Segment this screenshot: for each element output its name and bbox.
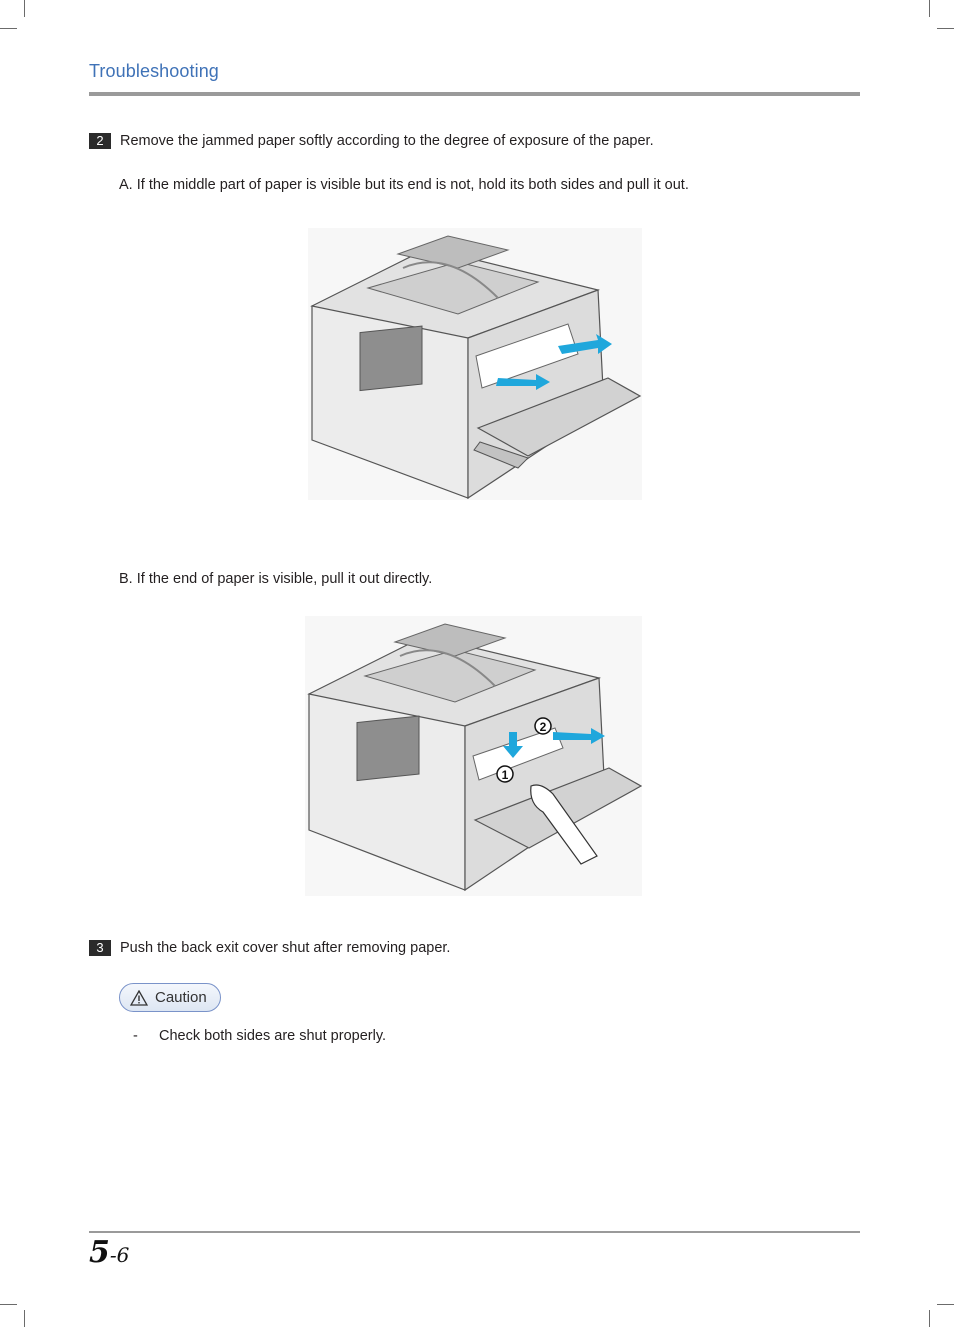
step-text: Remove the jammed paper softly according to the degree of exposure of the paper.: [120, 133, 654, 149]
crop-mark: [24, 0, 25, 17]
step-number: 3: [89, 940, 111, 956]
crop-mark: [937, 28, 954, 29]
substep-a: A. If the middle part of paper is visible but its end is not, hold its both sides and pull it out.: [119, 177, 689, 193]
crop-mark: [24, 1310, 25, 1327]
bullet-text: Check both sides are shut properly.: [159, 1028, 387, 1044]
substep-b: B. If the end of paper is visible, pull it out directly.: [119, 571, 433, 587]
crop-mark: [937, 1304, 954, 1305]
crop-mark: [929, 0, 930, 17]
callout-2: [535, 718, 551, 734]
bullet-dash: -: [133, 1028, 138, 1044]
step-2: [89, 133, 654, 149]
step-3: [89, 940, 450, 956]
page-suffix: -6: [109, 1243, 130, 1267]
footer-rule: [89, 1231, 860, 1233]
printer-illustration-b: [305, 616, 642, 896]
crop-mark: [929, 1310, 930, 1327]
page-number: [89, 1235, 129, 1270]
crop-mark: [0, 28, 17, 29]
chapter-number: 5: [89, 1235, 110, 1270]
warning-triangle-icon: [130, 990, 148, 1006]
caution-badge: [119, 983, 221, 1012]
step-number: 2: [89, 133, 111, 149]
svg-text:2: 2: [539, 720, 547, 734]
section-title: Troubleshooting: [89, 61, 219, 81]
printer-illustration-a: [308, 228, 642, 500]
callout-1: [497, 766, 513, 782]
caution-label: Caution: [155, 989, 207, 1006]
header-rule: [89, 92, 860, 96]
svg-text:1: 1: [501, 768, 509, 782]
crop-mark: [0, 1304, 17, 1305]
step-text: Push the back exit cover shut after removing paper.: [120, 940, 451, 956]
